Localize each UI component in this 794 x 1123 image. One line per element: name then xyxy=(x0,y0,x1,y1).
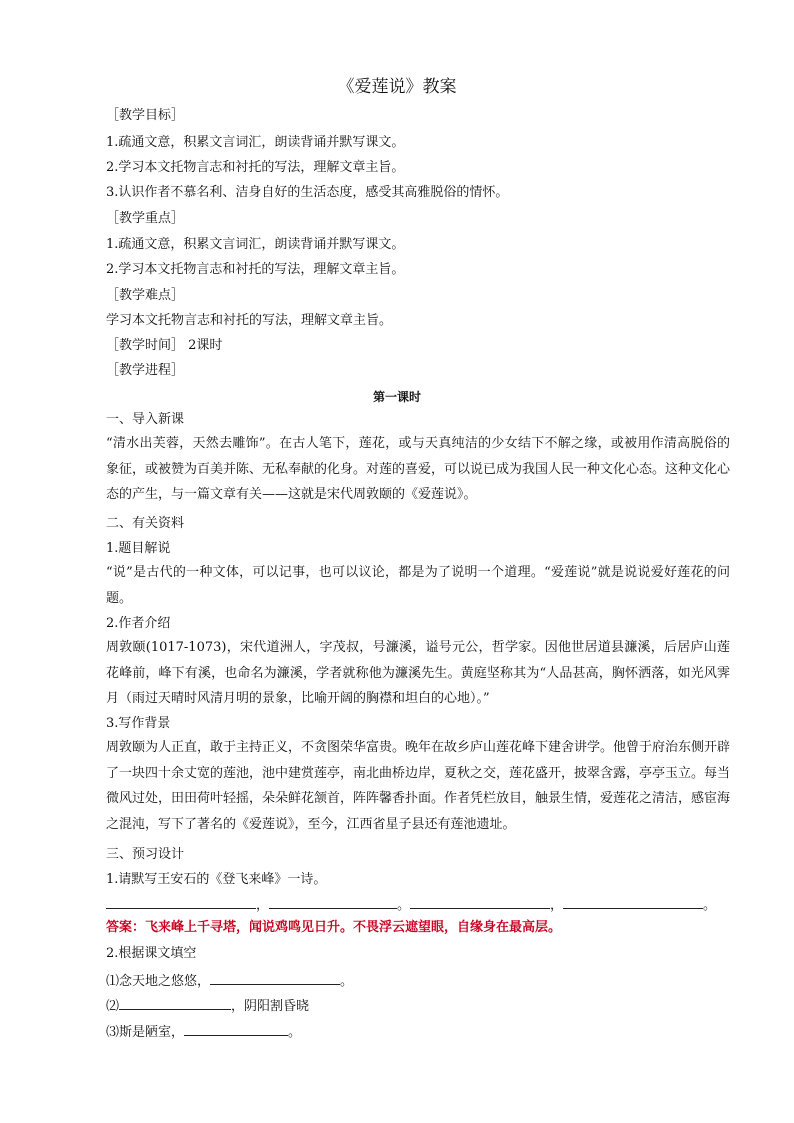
answer-text: 答案：飞来峰上千寻塔，闻说鸡鸣见日升。不畏浮云遮望眼，自缘身在最高层。 xyxy=(106,920,562,935)
poem-comma-2: ， xyxy=(550,898,564,913)
poem-period-1: 。 xyxy=(397,898,411,913)
fill-3-blank[interactable] xyxy=(184,1023,288,1036)
fill-item-2 xyxy=(106,997,726,1015)
fill-1-prefix: ⑴念天地之悠悠， xyxy=(106,974,211,989)
fill-item-3 xyxy=(106,1023,726,1041)
question-1: 1.请默写王安石的《登飞来峰》一诗。 xyxy=(106,872,327,887)
intro-paragraph: “清水出芙蓉，天然去雕饰”。在古人笔下，莲花，或与天真纯洁的少女结下不解之缘，或被用作清高脱俗的象征，或被赞为百美并陈、无私奉献的化身。对莲的喜爱，可以说已成为我国人民一种文化心态。这种文化心态的产生，与一篇文章有关——这就是宋代周敦颐的《爱莲说》。 xyxy=(106,436,731,503)
key-points-heading: ［教学重点］ xyxy=(106,211,185,226)
topic-paragraph: “说”是古代的一种文体，可以记事，也可以议论，都是为了说明一个道理。“爱莲说”就是说说爱好莲花的问题。 xyxy=(106,565,730,606)
fill-item-1 xyxy=(106,972,726,990)
background-paragraph: 周敦颐为人正直，敢于主持正义，不贪图荣华富贵。晚年在故乡庐山莲花峰下建舍讲学。他曾于府治东侧开辟了一块四十余丈宽的莲池，池中建赏莲亭，南北曲桥边岸，夏秋之交，莲花盛开，披翠含露，亭亭玉立。每当微风过处，田田荷叶轻摇，朵朵鲜花颔首，阵阵馨香扑面。作者凭栏放目，触景生情，爱莲花之清洁，感宦海之混沌，写下了著名的《爱莲说》，至今，江西省星子县还有莲池遗址。 xyxy=(106,740,731,832)
goal-item-3: 3.认识作者不慕名利、洁身自好的生活态度，感受其高雅脱俗的情怀。 xyxy=(106,185,509,200)
poem-blank-4[interactable] xyxy=(563,896,703,909)
topic-heading: 1.题目解说 xyxy=(106,541,171,556)
teaching-time: ［教学时间］ 2课时 xyxy=(106,338,223,353)
question-2: 2.根据课文填空 xyxy=(106,946,197,961)
key-point-2: 2.学习本文托物言志和衬托的写法，理解文章主旨。 xyxy=(106,262,405,277)
poem-blank-1[interactable] xyxy=(106,896,256,909)
intro-heading: 一、导入新课 xyxy=(106,412,185,427)
fill-2-prefix: ⑵ xyxy=(106,999,120,1014)
fill-3-prefix: ⑶斯是陋室， xyxy=(106,1025,185,1040)
fill-3-suffix: 。 xyxy=(288,1025,302,1040)
background-heading: 3.写作背景 xyxy=(106,716,171,731)
difficulty-heading: ［教学难点］ xyxy=(106,288,185,303)
poem-blank-2[interactable] xyxy=(269,896,397,909)
author-heading: 2.作者介绍 xyxy=(106,616,171,631)
fill-1-blank[interactable] xyxy=(210,972,340,985)
info-heading: 二、有关资料 xyxy=(106,516,185,531)
goal-item-1: 1.疏通文意，积累文言词汇，朗读背诵并默写课文。 xyxy=(106,135,405,150)
author-paragraph: 周敦颐(1017-1073)，宋代道洲人，字茂叔，号濂溪，谥号元公，哲学家。因他世居道县濂溪，后居庐山莲花峰前，峰下有溪，也命名为濂溪，学者就称他为濂溪先生。黄庭坚称其为“人品甚高，胸怀洒落，如光风霁月（雨过天晴时风清月明的景象，比喻开阔的胸襟和坦白的心地）。” xyxy=(106,640,730,707)
key-point-1: 1.疏通文意，积累文言词汇，朗读背诵并默写课文。 xyxy=(106,237,405,252)
difficulty-item: 学习本文托物言志和衬托的写法，理解文章主旨。 xyxy=(106,313,393,328)
fill-2-suffix: ，阴阳割昏晓 xyxy=(231,999,310,1014)
fill-1-suffix: 。 xyxy=(340,974,354,989)
poem-blanks-row xyxy=(106,896,736,914)
prep-heading: 三、预习设计 xyxy=(106,847,185,862)
goals-heading: ［教学目标］ xyxy=(106,108,185,123)
lesson-heading: 第一课时 xyxy=(372,390,421,404)
poem-period-2: 。 xyxy=(703,898,717,913)
process-heading: ［教学进程］ xyxy=(106,363,185,378)
goal-item-2: 2.学习本文托物言志和衬托的写法，理解文章主旨。 xyxy=(106,160,405,175)
poem-blank-3[interactable] xyxy=(410,896,550,909)
fill-2-blank[interactable] xyxy=(119,997,231,1010)
document-title: 《爱莲说》教案 xyxy=(337,77,457,97)
poem-comma-1: ， xyxy=(256,898,270,913)
